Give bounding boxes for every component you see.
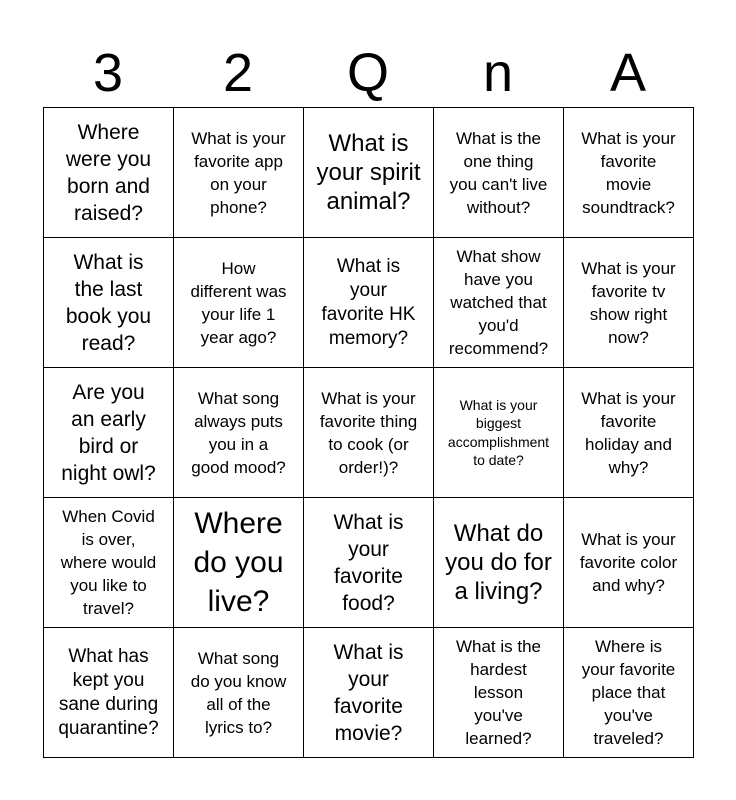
bingo-cell[interactable]: [434, 368, 564, 498]
cell-text: What is your favorite app on your phone?: [191, 128, 286, 217]
bingo-cell[interactable]: [174, 498, 304, 628]
bingo-cell[interactable]: [44, 238, 174, 368]
cell-text: What is your favorite movie?: [333, 640, 404, 745]
bingo-board: [43, 107, 694, 758]
header-letter-4: n: [482, 43, 514, 103]
bingo-cell[interactable]: [434, 498, 564, 628]
bingo-header: [43, 40, 693, 106]
cell-text: Where were you born and raised?: [65, 120, 152, 225]
bingo-cell[interactable]: [304, 108, 434, 238]
cell-text: Are you an early bird or night owl?: [61, 380, 156, 485]
cell-text: What is the one thing you can't live without?: [449, 128, 548, 217]
cell-text: How different was your life 1 year ago?: [190, 258, 287, 347]
bingo-cell[interactable]: [44, 498, 174, 628]
bingo-cell[interactable]: [434, 238, 564, 368]
bingo-cell[interactable]: [564, 498, 694, 628]
bingo-cell[interactable]: [434, 628, 564, 758]
cell-text: What is your favorite movie soundtrack?: [581, 128, 676, 217]
bingo-cell[interactable]: [174, 368, 304, 498]
cell-text: What is the last book you read?: [65, 250, 152, 355]
cell-text: What song do you know all of the lyrics to?: [190, 648, 287, 737]
bingo-cell[interactable]: [564, 628, 694, 758]
bingo-cell[interactable]: [434, 108, 564, 238]
cell-text: When Covid is over, where would you like to travel?: [60, 507, 157, 618]
header-letter-2: 2: [222, 43, 254, 103]
header-letter-3: Q: [346, 43, 389, 103]
cell-text: What is your favorite HK memory?: [321, 255, 416, 349]
cell-text: What is your favorite tv show right now?: [581, 258, 676, 347]
bingo-cell[interactable]: [564, 368, 694, 498]
cell-text: What is your biggest accomplishment to date?: [447, 396, 550, 468]
cell-text: What is the hardest lesson you've learned?: [455, 637, 542, 748]
bingo-cell[interactable]: [564, 238, 694, 368]
cell-text: Where is your favorite place that you've traveled?: [581, 637, 676, 748]
cell-text: What is your favorite color and why?: [579, 530, 678, 595]
cell-text: What is your favorite holiday and why?: [581, 388, 676, 477]
cell-text: What is your favorite thing to cook (or order!)?: [319, 388, 418, 477]
bingo-cell[interactable]: [174, 238, 304, 368]
cell-text: Where do you live?: [193, 507, 284, 618]
header-letter-5: A: [609, 43, 647, 103]
cell-text: What show have you watched that you'd recommend?: [448, 247, 549, 358]
cell-text: What is your spirit animal?: [316, 130, 421, 215]
bingo-cell[interactable]: [304, 238, 434, 368]
bingo-cell[interactable]: [304, 368, 434, 498]
header-letter-1: 3: [92, 43, 124, 103]
cell-text: What do you do for a living?: [445, 520, 552, 605]
bingo-cell[interactable]: [44, 368, 174, 498]
bingo-cell[interactable]: [44, 108, 174, 238]
cell-text: What is your favorite food?: [333, 510, 404, 615]
bingo-cell[interactable]: [44, 628, 174, 758]
bingo-cell[interactable]: [304, 628, 434, 758]
bingo-cell[interactable]: [174, 108, 304, 238]
bingo-cell[interactable]: [174, 628, 304, 758]
bingo-cell[interactable]: [564, 108, 694, 238]
cell-text: What has kept you sane during quarantine?: [58, 645, 159, 739]
bingo-cell[interactable]: [304, 498, 434, 628]
cell-text: What song always puts you in a good mood?: [191, 388, 286, 477]
